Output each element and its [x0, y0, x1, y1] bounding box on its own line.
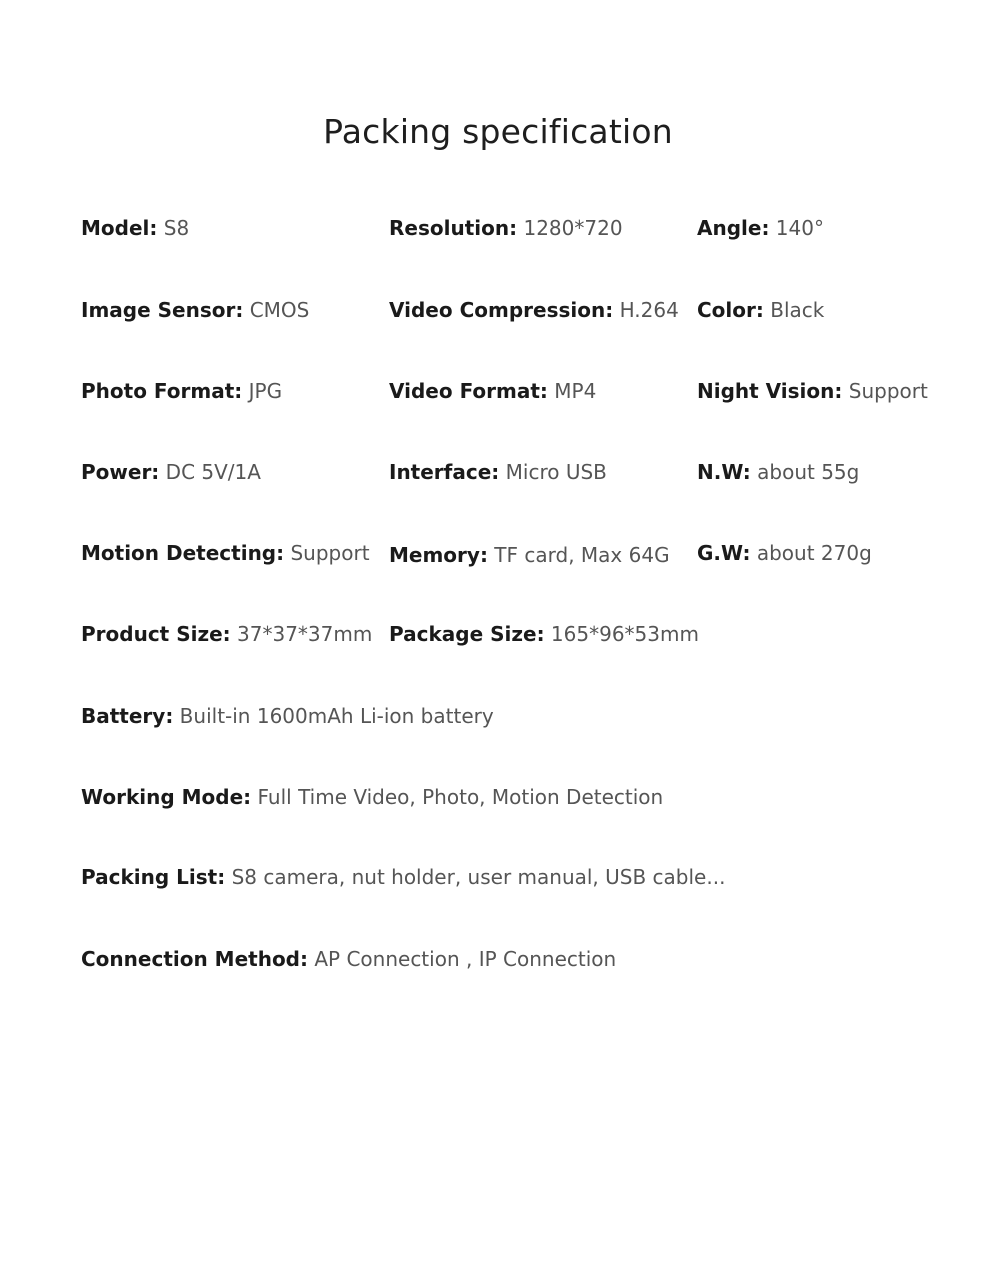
spec-color	[697, 296, 824, 324]
spec-value: Support	[842, 379, 928, 403]
spec-label: Video Format:	[389, 379, 548, 403]
spec-value: Full Time Video, Photo, Motion Detection	[251, 785, 664, 809]
spec-value: S8	[157, 216, 190, 240]
spec-label: Motion Detecting:	[81, 541, 285, 565]
spec-label: Memory:	[389, 543, 488, 567]
page-title: Packing specification	[323, 112, 673, 151]
spec-motion-detecting	[81, 539, 370, 567]
spec-label: Resolution:	[389, 216, 518, 240]
spec-value: DC 5V/1A	[159, 460, 261, 484]
spec-value: Built-in 1600mAh Li-ion battery	[173, 704, 494, 728]
spec-value: 165*96*53mm	[544, 622, 699, 646]
spec-label: Video Compression:	[389, 298, 614, 322]
spec-interface	[389, 458, 607, 486]
spec-working-mode	[81, 783, 663, 811]
spec-packing-list	[81, 863, 725, 891]
spec-value: MP4	[547, 379, 597, 403]
spec-power	[81, 458, 261, 486]
spec-video-format	[389, 377, 596, 405]
spec-label: Packing List:	[81, 865, 226, 889]
spec-product-size	[81, 620, 372, 648]
spec-memory	[389, 541, 670, 569]
spec-image-sensor	[81, 296, 309, 324]
spec-value: 37*37*37mm	[230, 622, 373, 646]
spec-model	[81, 214, 189, 242]
spec-gross-weight	[697, 539, 872, 567]
spec-value: AP Connection , IP Connection	[308, 947, 617, 971]
spec-label: Model:	[81, 216, 158, 240]
spec-label: N.W:	[697, 460, 751, 484]
spec-connection-method	[81, 945, 616, 973]
spec-label: Power:	[81, 460, 160, 484]
spec-photo-format	[81, 377, 282, 405]
spec-label: Image Sensor:	[81, 298, 244, 322]
spec-label: Battery:	[81, 704, 174, 728]
spec-value: S8 camera, nut holder, user manual, USB cable...	[225, 865, 726, 889]
spec-label: G.W:	[697, 541, 751, 565]
spec-label: Color:	[697, 298, 764, 322]
spec-label: Angle:	[697, 216, 770, 240]
spec-label: Product Size:	[81, 622, 231, 646]
spec-label: Connection Method:	[81, 947, 308, 971]
spec-night-vision	[697, 377, 928, 405]
spec-label: Night Vision:	[697, 379, 843, 403]
spec-value: Micro USB	[499, 460, 607, 484]
spec-resolution	[389, 214, 623, 242]
spec-value: about 55g	[750, 460, 860, 484]
spec-value: Support	[284, 541, 370, 565]
spec-value: JPG	[242, 379, 283, 403]
spec-value: about 270g	[750, 541, 872, 565]
spec-label: Photo Format:	[81, 379, 243, 403]
spec-angle	[697, 214, 824, 242]
spec-package-size	[389, 620, 699, 648]
spec-label: Interface:	[389, 460, 500, 484]
spec-value: Black	[763, 298, 825, 322]
spec-value: H.264	[613, 298, 679, 322]
spec-value: CMOS	[243, 298, 310, 322]
spec-video-compression	[389, 296, 679, 324]
spec-battery	[81, 702, 494, 730]
spec-label: Working Mode:	[81, 785, 252, 809]
spec-value: 140°	[769, 216, 824, 240]
spec-net-weight	[697, 458, 859, 486]
spec-value: TF card, Max 64G	[487, 543, 670, 567]
spec-label: Package Size:	[389, 622, 545, 646]
spec-value: 1280*720	[517, 216, 623, 240]
